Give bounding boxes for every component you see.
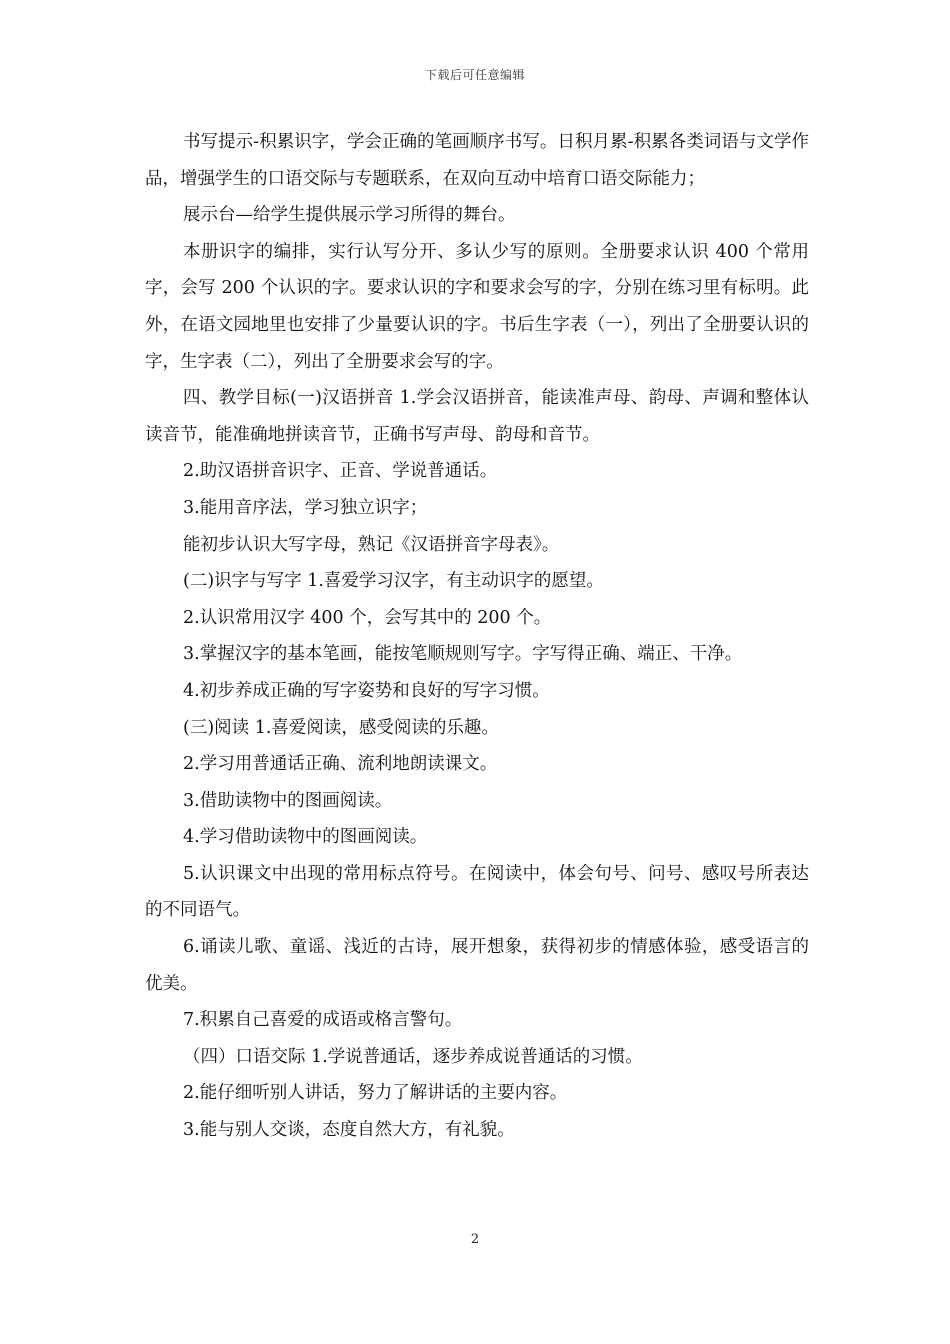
paragraph: (二)识字与写字 1.喜爱学习汉字，有主动识字的愿望。: [183, 571, 604, 592]
paragraph: （四）口语交际 1.学说普通话，逐步养成说普通话的习惯。: [183, 1046, 643, 1067]
paragraph: 7.积累自己喜爱的成语或格言警句。: [183, 1010, 463, 1031]
paragraph: 2.助汉语拼音识字、正音、学说普通话。: [183, 461, 498, 482]
paragraph: 4.初步养成正确的写字姿势和良好的写字习惯。: [183, 680, 550, 701]
paragraph: 2.认识常用汉字 400 个，会写其中的 200 个。: [183, 607, 552, 628]
paragraph: 书写提示-积累识字，学会正确的笔画顺序书写。日积月累-积累各类词语与文学作品，增强学生的口语交际与专题联系，在双向互动中培育口语交际能力；: [145, 132, 809, 189]
paragraph: 3.掌握汉字的基本笔画，能按笔顺规则写字。字写得正确、端正、干净。: [183, 644, 743, 665]
paragraph: 四、教学目标(一)汉语拼音 1.学会汉语拼音，能读准声母、韵母、声调和整体认读音节，能准确地拼读音节，正确书写声母、韵母和音节。: [145, 388, 809, 445]
paragraph: 能初步认识大写字母，熟记《汉语拼音字母表》。: [183, 534, 560, 555]
paragraph: 本册识字的编排，实行认写分开、多认少写的原则。全册要求认识 400 个常用字，会写 200 个认识的字。要求认识的字和要求会写的字，分别在练习里有标明。此外，在语文园地里也安排了少量要认识的字。书后生字表（一），列出了全册要认识的字，生字表（二），列出了全册要求会写的字。: [145, 241, 809, 372]
paragraph: 2.能仔细听别人讲话，努力了解讲话的主要内容。: [183, 1083, 568, 1104]
paragraph: 4.学习借助读物中的图画阅读。: [183, 827, 428, 848]
paragraph: 5.认识课文中出现的常用标点符号。在阅读中，体会句号、问号、感叹号所表达的不同语气。: [145, 863, 809, 921]
paragraph: 3.能用音序法，学习独立识字；: [183, 497, 428, 518]
paragraph: 3.能与别人交谈，态度自然大方，有礼貌。: [183, 1120, 515, 1141]
paragraph: (三)阅读 1.喜爱阅读，感受阅读的乐趣。: [183, 717, 499, 738]
document-body: [145, 124, 809, 1149]
page-number: 2: [470, 1232, 480, 1247]
page-header: 下载后可任意编辑: [424, 68, 525, 82]
paragraph: 3.借助读物中的图画阅读。: [183, 790, 393, 811]
paragraph: 2.学习用普通话正确、流利地朗读课文。: [183, 754, 498, 775]
paragraph: 6.诵读儿歌、童谣、浅近的古诗，展开想象，获得初步的情感体验，感受语言的优美。: [145, 937, 809, 994]
paragraph: 展示台—给学生提供展示学习所得的舞台。: [183, 205, 516, 226]
